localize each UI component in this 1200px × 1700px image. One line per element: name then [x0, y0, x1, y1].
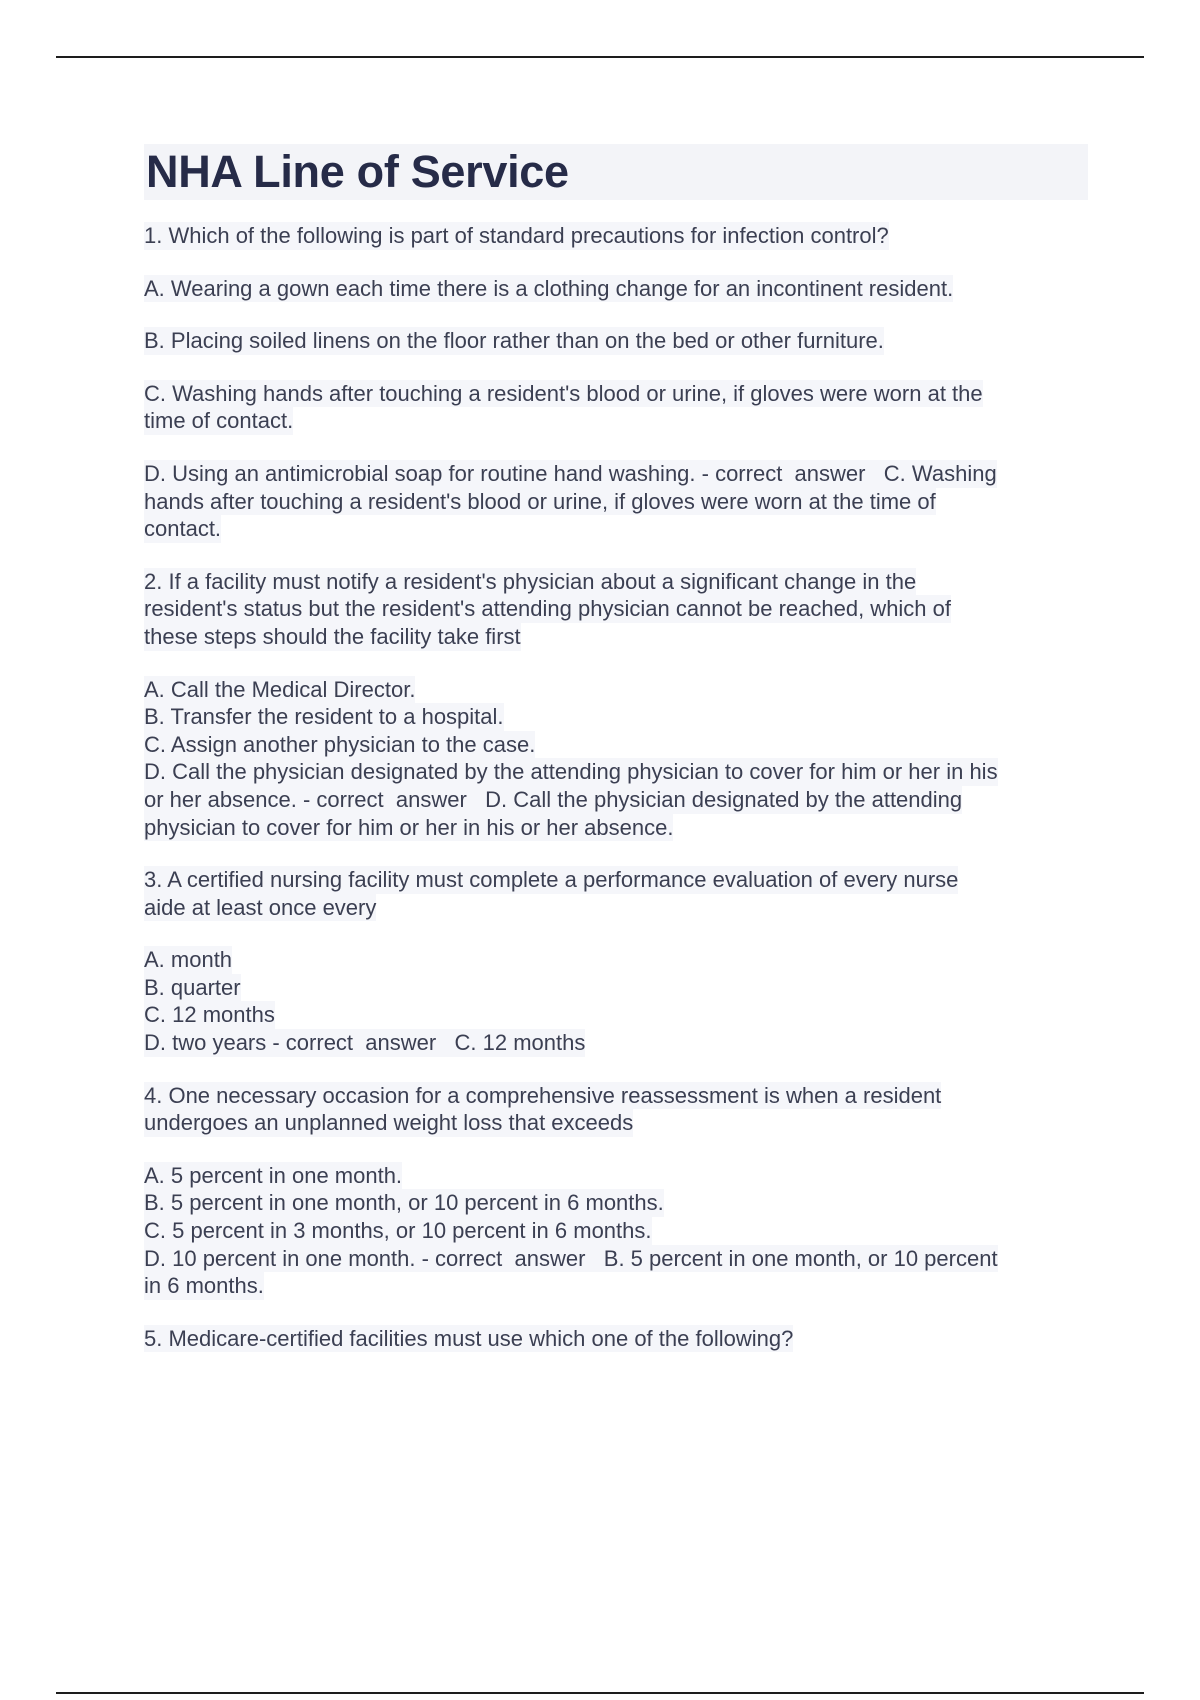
- text-line: D. Using an antimicrobial soap for routine hand washing. - correct answer C. Washing: [144, 460, 997, 486]
- text-line: in 6 months.: [144, 1273, 264, 1299]
- text-line: B. Transfer the resident to a hospital.: [144, 704, 504, 730]
- text-line: B. quarter: [144, 974, 241, 1000]
- question-5-text: [144, 1325, 1088, 1353]
- text-line: these steps should the facility take first: [144, 623, 521, 649]
- question-1-option-b: [144, 327, 1088, 355]
- text-line: D. Call the physician designated by the attending physician to cover for him or her in his: [144, 759, 998, 785]
- question-3-options: [144, 946, 1088, 1056]
- document-body: [144, 144, 1088, 1377]
- text-line: 4. One necessary occasion for a comprehensive reassessment is when a resident: [144, 1082, 942, 1108]
- text-line: A. month: [144, 947, 233, 973]
- text-line: C. Assign another physician to the case.: [144, 731, 536, 757]
- text-line: A. Wearing a gown each time there is a clothing change for an incontinent resident.: [144, 275, 954, 301]
- text-line: hands after touching a resident's blood or urine, if gloves were worn at the time of: [144, 488, 936, 514]
- text-line: D. 10 percent in one month. - correct answer B. 5 percent in one month, or 10 percent: [144, 1245, 998, 1271]
- question-2-text: [144, 568, 1088, 651]
- text-line: B. Placing soiled linens on the floor rather than on the bed or other furniture.: [144, 328, 884, 354]
- text-line: A. 5 percent in one month.: [144, 1162, 403, 1188]
- text-line: resident's status but the resident's attending physician cannot be reached, which of: [144, 596, 952, 622]
- question-3-text: [144, 866, 1088, 921]
- text-line: physician to cover for him or her in his or her absence.: [144, 814, 674, 840]
- question-4-options: [144, 1162, 1088, 1300]
- text-line: 1. Which of the following is part of standard precautions for infection control?: [144, 223, 889, 248]
- page-title: NHA Line of Service: [144, 144, 1088, 200]
- text-line: C. Washing hands after touching a resident's blood or urine, if gloves were worn at the: [144, 380, 983, 406]
- text-line: 5. Medicare-certified facilities must use which one of the following?: [144, 1325, 794, 1351]
- question-1-text: [144, 222, 1088, 250]
- text-line: undergoes an unplanned weight loss that exceeds: [144, 1110, 634, 1136]
- text-line: 2. If a facility must notify a resident's physician about a significant change in the: [144, 568, 917, 594]
- question-4-text: [144, 1082, 1088, 1137]
- top-rule: [56, 56, 1144, 58]
- text-line: or her absence. - correct answer D. Call the physician designated by the attending: [144, 786, 963, 812]
- text-line: contact.: [144, 516, 222, 542]
- question-1-option-d-answer: [144, 460, 1088, 543]
- question-2-options: [144, 676, 1088, 842]
- question-1-option-c: [144, 380, 1088, 435]
- bottom-rule: [56, 1692, 1144, 1694]
- text-line: D. two years - correct answer C. 12 months: [144, 1030, 586, 1056]
- question-1-option-a: [144, 275, 1088, 303]
- text-line: C. 12 months: [144, 1002, 275, 1028]
- text-line: time of contact.: [144, 408, 294, 434]
- text-line: aide at least once every: [144, 894, 377, 920]
- text-line: B. 5 percent in one month, or 10 percent in 6 months.: [144, 1190, 664, 1216]
- text-line: A. Call the Medical Director.: [144, 676, 416, 702]
- text-line: 3. A certified nursing facility must complete a performance evaluation of every nurse: [144, 867, 959, 893]
- text-line: C. 5 percent in 3 months, or 10 percent in 6 months.: [144, 1218, 652, 1244]
